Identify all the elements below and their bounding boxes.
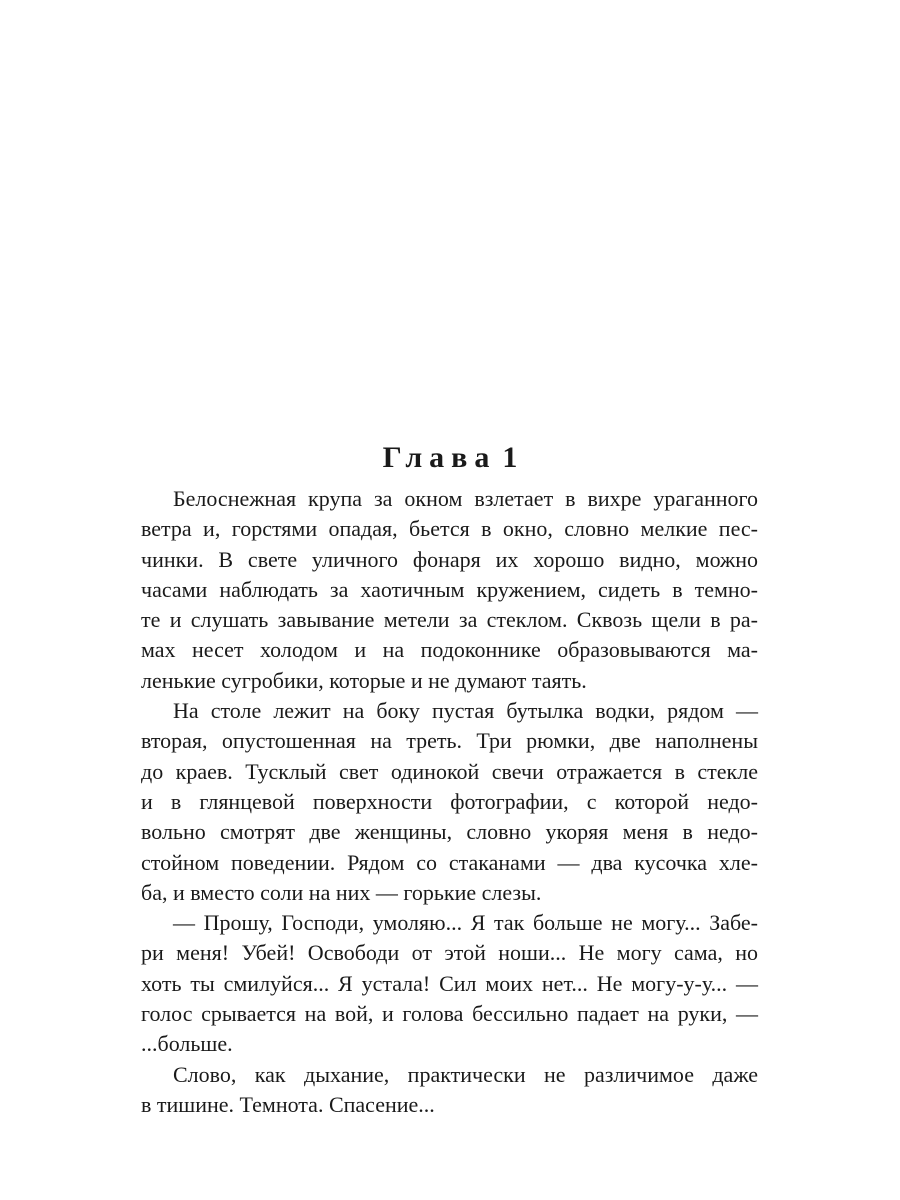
text-line: вторая, опустошенная на треть. Три рюмки, две наполнены xyxy=(141,728,758,754)
text-line: хоть ты смилуйся... Я устала! Сил моих нет... Не могу-у-у... — xyxy=(141,970,758,996)
text-line: стойном поведении. Рядом со стаканами — два кусочка хле- xyxy=(141,849,758,875)
text-line: Белоснежная крупа за окном взлетает в вихре ураганного xyxy=(173,486,758,511)
paragraph-4 xyxy=(141,1060,758,1121)
text-line: голос срывается на вой, и голова бессильно падает на руки, — xyxy=(141,1001,758,1027)
text-line: На столе лежит на боку пустая бутылка водки, рядом — xyxy=(173,698,758,724)
text-line: и в глянцевой поверхности фотографии, с которой недо- xyxy=(141,788,758,814)
chapter-title xyxy=(0,438,900,478)
text-line: те и слушать завывание метели за стеклом. Сквозь щели в ра- xyxy=(141,607,758,633)
text-line: в тишине. Темнота. Спасение... xyxy=(141,1091,435,1117)
chapter-number: 1 xyxy=(502,441,518,475)
text-line: — Прошу, Господи, умоляю... Я так больше не могу... Забе- xyxy=(173,910,758,936)
text-line: ленькие сугробики, которые и не думают таять. xyxy=(141,667,587,693)
text-line: до краев. Тусклый свет одинокой свечи отражается в стекле xyxy=(141,758,758,784)
text-line: чинки. В свете уличного фонаря их хорошо видно, можно xyxy=(141,546,758,572)
text-line: мах несет холодом и на подоконнике образовываются ма- xyxy=(141,637,758,663)
text-line: часами наблюдать за хаотичным кружением, сидеть в темно- xyxy=(141,576,758,602)
chapter-body xyxy=(141,484,758,1120)
text-line: Слово, как дыхание, практически не различимое даже xyxy=(173,1061,758,1087)
paragraph-1 xyxy=(141,484,758,696)
text-line: ...больше. xyxy=(141,1031,233,1057)
text-line: ри меня! Убей! Освободи от этой ноши... Не могу сама, но xyxy=(141,940,758,966)
paragraph-3-dialogue xyxy=(141,908,758,1059)
text-line: вольно смотрят две женщины, словно укоряя меня в недо- xyxy=(141,819,758,845)
text-line: ветра и, горстями опадая, бьется в окно, словно мелкие пес- xyxy=(141,516,758,542)
chapter-word: Глава xyxy=(382,441,497,475)
text-line: ба, и вместо соли на них — горькие слезы. xyxy=(141,879,542,905)
paragraph-2 xyxy=(141,696,758,908)
